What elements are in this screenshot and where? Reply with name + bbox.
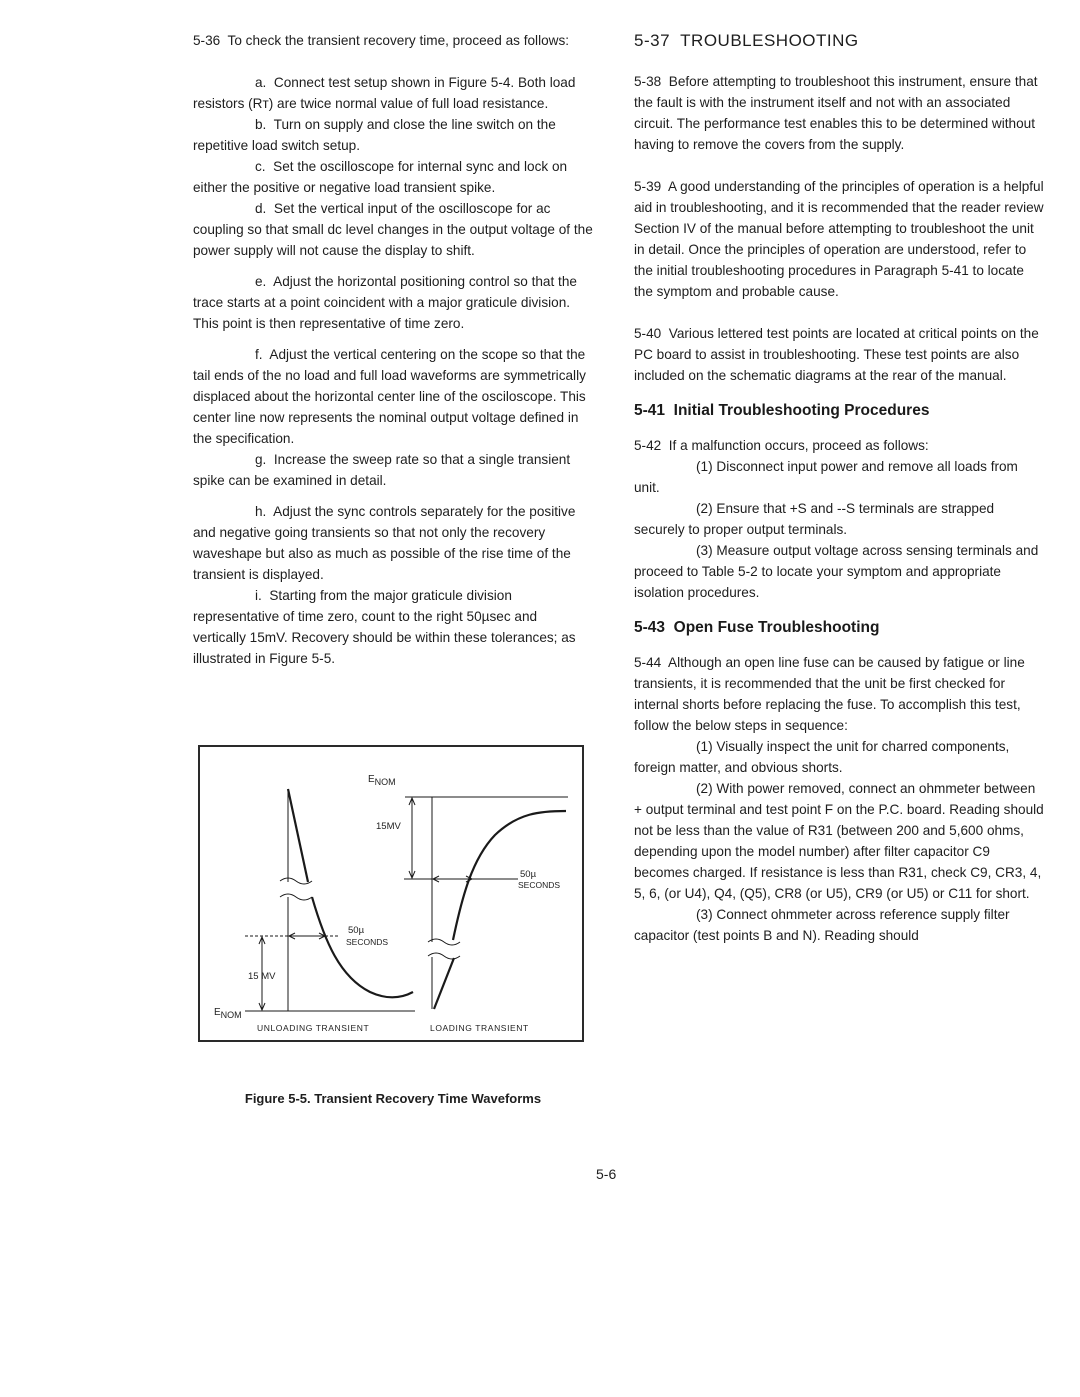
right-column — [634, 30, 1044, 946]
section-number: 5-43 — [634, 619, 666, 636]
step-number: (1) — [696, 459, 713, 474]
paragraph-5-42 — [634, 435, 1044, 456]
paragraph-text: If a malfunction occurs, proceed as follows: — [668, 438, 929, 453]
step-text: Adjust the vertical centering on the scope so that the tail ends of the no load and full load waveforms are symmetrically displaced about the horizontal center line of the osciloscope. This center line now represents the nominal output voltage defined in the specification. — [193, 347, 586, 446]
section-title: Open Fuse Troubleshooting — [673, 619, 880, 636]
paragraph-number: 5-36 — [193, 33, 221, 48]
transient-waveform-diagram — [200, 747, 582, 1040]
step-letter: g. — [255, 452, 267, 467]
section-number: 5-41 — [634, 402, 666, 419]
step-text: Adjust the horizontal positioning control so that the trace starts at a point coincident with a major graticule division. This point is then representative of time zero. — [193, 274, 577, 331]
step-text: Set the oscilloscope for internal sync and lock on either the positive or negative load transient spike. — [193, 159, 568, 195]
paragraph-number: 5-38 — [634, 74, 662, 89]
label-unloading-transient: UNLOADING TRANSIENT — [257, 1023, 370, 1033]
section-title: Initial Troubleshooting Procedures — [673, 402, 930, 419]
paragraph-number: 5-44 — [634, 655, 662, 670]
step-g — [193, 449, 593, 491]
label-seconds-right: SECONDS — [518, 880, 561, 890]
step-text: Turn on supply and close the line switch on the repetitive load switch setup. — [193, 117, 556, 153]
paragraph-text: Before attempting to troubleshoot this instrument, ensure that the fault is with the instrument itself and not with an associated circuit. The performance test enables this to be determined without having to remove the covers from the supply. — [634, 74, 1038, 152]
step-letter: d. — [255, 201, 267, 216]
paragraph-number: 5-42 — [634, 438, 662, 453]
left-column — [193, 30, 593, 669]
step-letter: c. — [255, 159, 266, 174]
step-5-44-1 — [634, 736, 1044, 778]
paragraph-text: Although an open line fuse can be caused by fatigue or line transients, it is recommended that the unit be first checked for internal shorts before replacing the fuse. To accomplish this test, follow the below steps in sequence: — [634, 655, 1025, 733]
step-5-44-3 — [634, 904, 1044, 946]
step-number: (2) — [696, 781, 713, 796]
step-number: (3) — [696, 907, 713, 922]
step-text: Disconnect input power and remove all loads from unit. — [634, 459, 1018, 495]
step-e — [193, 271, 593, 334]
step-f — [193, 344, 593, 449]
step-h — [193, 501, 593, 585]
section-heading-5-37 — [634, 30, 1044, 51]
step-number: (1) — [696, 739, 713, 754]
enom-label-bottom: ENOM — [214, 1007, 242, 1020]
step-5-42-2 — [634, 498, 1044, 540]
loading-transient-waveform — [404, 797, 568, 1009]
step-a — [193, 72, 593, 114]
figure-5-5 — [198, 745, 584, 1042]
step-text: Visually inspect the unit for charred components, foreign matter, and obvious shorts. — [634, 739, 1010, 775]
step-text: Measure output voltage across sensing terminals and proceed to Table 5-2 to locate your symptom and appropriate isolation procedures. — [634, 543, 1039, 600]
step-text: Connect test setup shown in Figure 5-4. Both load resistors (Rᴛ) are twice normal value of full load resistance. — [193, 75, 576, 111]
step-letter: f. — [255, 347, 263, 362]
enom-label-top: ENOM — [368, 774, 396, 787]
step-text: Ensure that +S and --S terminals are strapped securely to proper output terminals. — [634, 501, 995, 537]
step-i — [193, 585, 593, 669]
label-loading-transient: LOADING TRANSIENT — [430, 1023, 529, 1033]
section-number: 5-37 — [634, 31, 671, 50]
step-text: Adjust the sync controls separately for the positive and negative going transients so that not only the recovery waveshape but also as much as possible of the rise time of the transient is displayed. — [193, 504, 576, 582]
paragraph-text: To check the transient recovery time, proceed as follows: — [227, 33, 570, 48]
label-50u-left: 50µ — [348, 925, 365, 936]
step-5-42-3 — [634, 540, 1044, 603]
section-title: TROUBLESHOOTING — [680, 31, 859, 50]
label-15mv-right: 15MV — [376, 821, 401, 832]
label-15mv-left: 15 MV — [248, 971, 276, 982]
paragraph-5-39 — [634, 176, 1044, 302]
paragraph-number: 5-40 — [634, 326, 662, 341]
section-heading-5-43 — [634, 617, 1044, 638]
section-heading-5-41 — [634, 400, 1044, 421]
label-seconds-left: SECONDS — [346, 937, 389, 947]
step-letter: e. — [255, 274, 267, 289]
step-b — [193, 114, 593, 156]
step-text: Set the vertical input of the oscilloscope for ac coupling so that small dc level changes in the output voltage of the power supply will not cause the display to shift. — [193, 201, 593, 258]
paragraph-text: Various lettered test points are located at critical points on the PC board to assist in troubleshooting. These test points are also included on the schematic diagrams at the rear of the manual. — [634, 326, 1039, 383]
step-5-42-1 — [634, 456, 1044, 498]
page-number: 5-6 — [596, 1166, 617, 1182]
paragraph-5-44 — [634, 652, 1044, 736]
step-number: (2) — [696, 501, 713, 516]
paragraph-text: A good understanding of the principles of operation is a helpful aid in troubleshooting, and it is recommended that the reader review Section IV of the manual before attempting to troubleshoot the unit in detail. Once the principles of operation are understood, refer to the initial troubleshooting procedures in Paragraph 5-41 to locate the symptom and probable cause. — [634, 179, 1044, 299]
paragraph-5-38 — [634, 71, 1044, 155]
figure-caption: Figure 5-5. Transient Recovery Time Waveforms — [244, 1091, 542, 1106]
label-50u-right: 50µ — [520, 869, 537, 880]
step-letter: b. — [255, 117, 267, 132]
paragraph-5-40 — [634, 323, 1044, 386]
step-text: Connect ohmmeter across reference supply filter capacitor (test points B and N). Reading should — [634, 907, 1010, 943]
step-letter: h. — [255, 504, 267, 519]
paragraph-5-36 — [193, 30, 593, 51]
step-text: Increase the sweep rate so that a single transient spike can be examined in detail. — [193, 452, 571, 488]
step-number: (3) — [696, 543, 713, 558]
step-5-44-2 — [634, 778, 1044, 904]
step-text: With power removed, connect an ohmmeter between + output terminal and test point F on the P.C. board. Reading should not be less than the value of R31 (between 200 and 5,600 ohms, depending upon the model number) after filter capacitor C9 becomes charged. If resistance is less than R31, check C9, CR3, 4, 5, 6, (or U4), Q4, (Q5), CR8 (or U5), CR9 (or U5) or C11 for short. — [634, 781, 1044, 901]
step-letter: a. — [255, 75, 267, 90]
step-letter: i. — [255, 588, 262, 603]
step-text: Starting from the major graticule division representative of time zero, count to the right 50µsec and vertically 15mV. Recovery should be within these tolerances; as illustrated in Figure 5-5. — [193, 588, 576, 666]
step-d — [193, 198, 593, 261]
step-c — [193, 156, 593, 198]
paragraph-number: 5-39 — [634, 179, 662, 194]
